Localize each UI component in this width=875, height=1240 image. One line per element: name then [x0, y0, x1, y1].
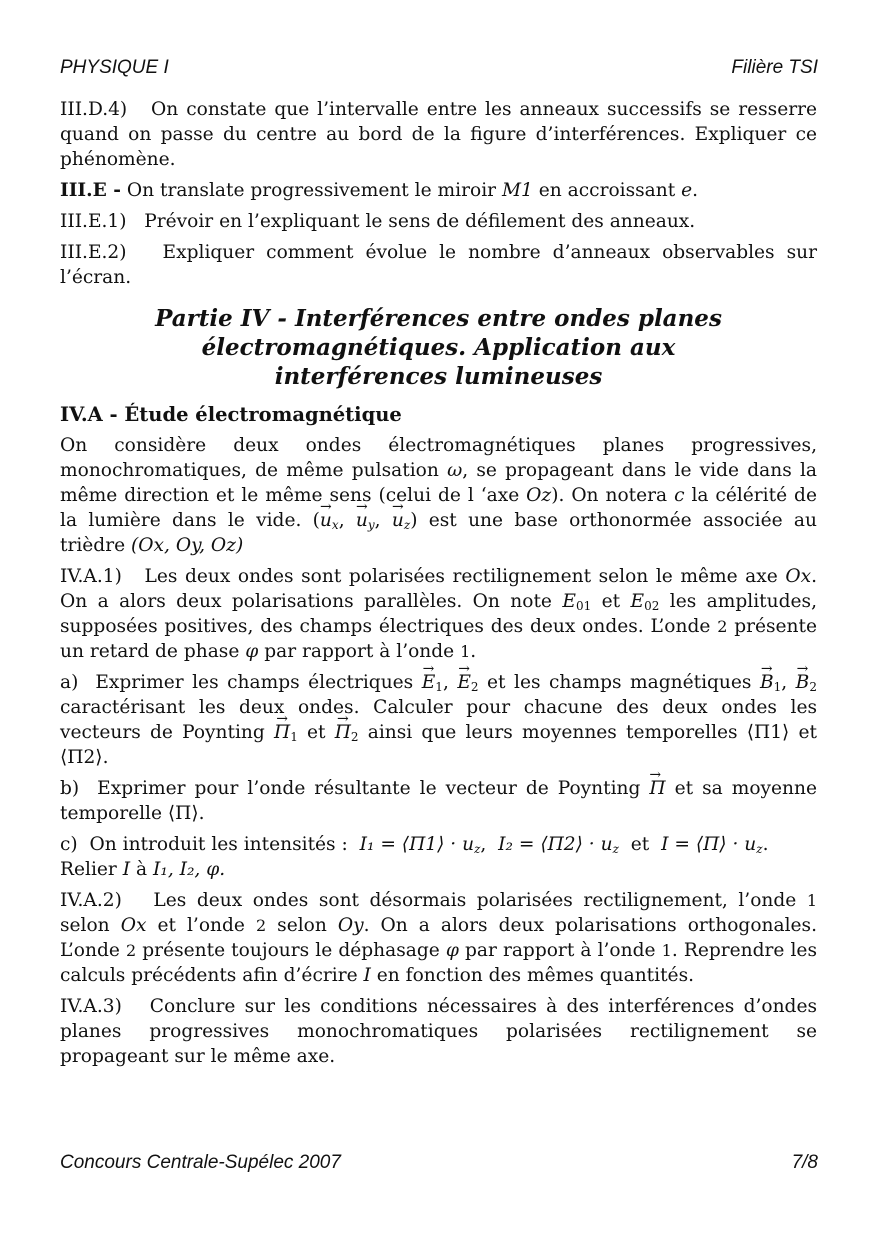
vec-letter: B [795, 672, 810, 693]
question-iva1 [60, 564, 817, 664]
text: et les champs magnétiques [487, 672, 752, 693]
question-iva2 [60, 888, 817, 988]
subscript: 1 [773, 680, 782, 694]
math-c: c [674, 485, 685, 506]
question-text: Conclure sur les conditions nécessaires à des interférences d’ondes planes progressives monochromatiques polarisées rectilignement se propageant sur le même axe. [60, 996, 817, 1067]
text: présente un retard de phase [60, 616, 817, 662]
math-oz: Oz [526, 485, 552, 506]
math-ox: Ox [120, 915, 147, 936]
subscript: 1 [290, 730, 298, 744]
vector-b2 [796, 670, 810, 695]
part-title [60, 304, 817, 391]
vector-e1 [422, 670, 436, 695]
text: . Reprendre les calculs précédents afin d’écrire [60, 940, 817, 986]
question-iiie [60, 178, 817, 203]
math-omega: ω [447, 460, 463, 481]
text: ) est une base orthonormée associée au trièdre [60, 510, 817, 556]
question-label: a) [60, 672, 79, 693]
text: . [692, 180, 699, 201]
vector-pi2 [335, 720, 351, 745]
math-number: 2 [255, 916, 267, 935]
vector-uy [356, 508, 368, 533]
question-iiie1 [60, 209, 817, 234]
text: . [198, 803, 205, 824]
vec-letter: u [355, 510, 368, 531]
text: . On a alors deux polarisations orthogonales. L’onde [60, 915, 817, 961]
question-label: IV.A.1) [60, 566, 122, 587]
text: Relier [60, 859, 117, 880]
math-number: 2 [717, 617, 728, 636]
text: Les deux ondes sont polarisées rectilignement selon le même axe [144, 566, 778, 587]
question-b [60, 776, 817, 826]
subscript: 01 [575, 599, 592, 613]
subscript: y [367, 518, 375, 532]
math-ox: Ox [785, 566, 812, 587]
math-i2: I₂ = ⟨Π2⟩ · u [498, 834, 613, 855]
subscript: 02 [644, 599, 660, 613]
text: à [136, 859, 148, 880]
part-title-line: Partie IV - Interférences entre ondes planes [155, 305, 722, 332]
question-label: III.E.1) [60, 211, 127, 232]
vec-letter: u [391, 510, 404, 531]
text: Exprimer les champs électriques [95, 672, 414, 693]
text: Exprimer pour l’onde résultante le vecteur de Poynting [97, 778, 641, 799]
text: . [470, 641, 477, 662]
subscript: z [403, 518, 411, 532]
text: et [307, 722, 326, 743]
subscript: 2 [809, 680, 817, 694]
math-i1: I₁ = ⟨Π1⟩ · u [359, 834, 475, 855]
vec-letter: u [319, 510, 332, 531]
subscript: z [756, 842, 763, 856]
text: présente toujours le déphasage [142, 940, 440, 961]
math-m1: M1 [501, 180, 533, 201]
text: On considère deux ondes électromagnétiques planes progressives, monochromatiques, de même pulsation [60, 435, 817, 481]
footer-contest: Concours Centrale-Supélec 2007 [60, 1152, 341, 1173]
math-e02: E [630, 591, 645, 612]
math-i: I = ⟨Π⟩ · u [661, 834, 757, 855]
math-average-pi: ⟨Π⟩ [167, 803, 199, 824]
math-e: e [681, 180, 693, 201]
vector-pi1 [274, 720, 290, 745]
math-i: I [122, 859, 131, 880]
math-number: 1 [460, 642, 471, 661]
section-label: III.E - [60, 180, 121, 201]
question-iva3 [60, 994, 817, 1069]
question-a: a) Exprimer les champs électriques → $E_1$, → $E_2$ et les champs magnétiques → $B_1$, → $B_2$ caractérisant les deux ondes. Calculer pour chacune des deux ondes les vecteurs de Poynting → $\Pi_1$ et → $\Pi_2$ ainsi que leurs moyennes temporelles ⟨Π1⟩ et ⟨Π2⟩. [60, 670, 817, 770]
text: . On a alors deux polarisations parallèles. On note [60, 566, 817, 612]
question-label: b) [60, 778, 80, 799]
text: les amplitudes, supposées positives, des champs électriques des deux ondes. L’onde [60, 591, 817, 637]
question-text: Prévoir en l’expliquant le sens de défilement des anneaux. [144, 211, 696, 232]
question-text: Expliquer comment évolue le nombre d’anneaux observables sur l’écran. [60, 242, 817, 288]
text: en accroissant [538, 180, 676, 201]
text: et l’onde [157, 915, 245, 936]
text: ainsi que leurs moyennes temporelles [367, 722, 738, 743]
vector-uz [392, 508, 404, 533]
subscript: x [331, 518, 339, 532]
section-title: IV.A - Étude électromagnétique [60, 403, 402, 426]
vector-b1 [760, 670, 774, 695]
text: et [798, 722, 817, 743]
intro-paragraph: On considère deux ondes électromagnétiques planes progressives, monochromatiques, de même pulsation ω, se propageant dans le vide dans la même direction et le même sens (celui de l ‘axe Oz). On notera c la célérité de la lumière dans le vide. (→ $u_x$, → $u_y$, → $u_z$) est une base orthonormée associée au trièdre (Ox, Oy, Oz) [60, 433, 817, 558]
part-title-line: électromagnétiques. Application aux [201, 334, 676, 361]
text: . [102, 747, 109, 768]
vector-ux [320, 508, 332, 533]
subscript: 2 [470, 680, 479, 694]
math-average-pi1: ⟨Π1⟩ [746, 722, 790, 743]
question-iiid4 [60, 97, 817, 172]
question-c: c) On introduit les intensités : I₁ = ⟨Π1⟩ · $u_z$, I₂ = ⟨Π2⟩ · $u_z$ et I = ⟨Π⟩ · $u_z$. Relier I à I₁, I₂, φ. [60, 834, 769, 880]
subscript: 2 [350, 730, 359, 744]
math-average-pi2: ⟨Π2⟩ [60, 747, 103, 768]
question-label: IV.A.3) [60, 996, 122, 1017]
text: selon [60, 915, 110, 936]
text: par rapport à l’onde [464, 940, 656, 961]
text: caractérisant les deux ondes. Calculer pour chacune des deux ondes les vecteurs de Poynting [60, 697, 817, 743]
vec-letter: Π [649, 778, 666, 799]
question-label: c) [60, 834, 78, 855]
page-number: 7/8 [791, 1152, 818, 1173]
vec-letter: E [457, 672, 471, 693]
vector-pi [649, 776, 665, 801]
question-label: III.D.4) [60, 99, 128, 120]
vec-letter: E [421, 672, 436, 693]
text: par rapport à l’onde [264, 641, 455, 662]
vec-letter: Π [273, 722, 291, 743]
question-label: IV.A.2) [60, 890, 122, 911]
text: selon [277, 915, 327, 936]
math-e01: E [562, 591, 576, 612]
subscript: z [474, 842, 481, 856]
text: et sa moyenne temporelle [60, 778, 817, 824]
question-iiie2 [60, 240, 817, 290]
text: , se propageant dans le vide dans la même direction et le même sens (celui de l ‘axe [60, 460, 818, 506]
vector-e2 [457, 670, 471, 695]
math-list: I₁, I₂, φ. [153, 859, 226, 880]
text: On introduit les intensités : [89, 834, 348, 855]
vec-letter: B [759, 672, 774, 693]
math-phi: φ [245, 641, 259, 662]
page-content [60, 97, 817, 1075]
text: et [601, 591, 621, 612]
math-triedre: (Ox, Oy, Oz) [131, 535, 244, 556]
part-title-line: interférences lumineuses [274, 363, 603, 390]
text: en fonction des mêmes quantités. [376, 965, 695, 986]
question-text: On constate que l’intervalle entre les anneaux successifs se resserre quand on passe du centre au bord de la figure d’interférences. Expliquer ce phénomène. [60, 99, 817, 170]
text: la célérité de la lumière dans le vide. ( [60, 485, 817, 531]
text: On translate progressivement le miroir [126, 180, 497, 201]
subscript: z [612, 842, 619, 856]
text: ). On notera [551, 485, 668, 506]
math-phi: φ [445, 940, 459, 961]
math-number: 1 [806, 891, 817, 910]
math-number: 1 [661, 941, 672, 960]
vec-letter: Π [334, 722, 351, 743]
header-track: Filière TSI [731, 57, 818, 78]
text: et [630, 834, 650, 855]
text: Les deux ondes sont désormais polarisées rectilignement, l’onde [153, 890, 797, 911]
math-oy: Oy [337, 915, 364, 936]
math-number: 2 [125, 941, 137, 960]
header-subject: PHYSIQUE I [60, 57, 169, 78]
math-i: I [363, 965, 371, 986]
question-label: III.E.2) [60, 242, 127, 263]
subscript: 1 [435, 680, 443, 694]
